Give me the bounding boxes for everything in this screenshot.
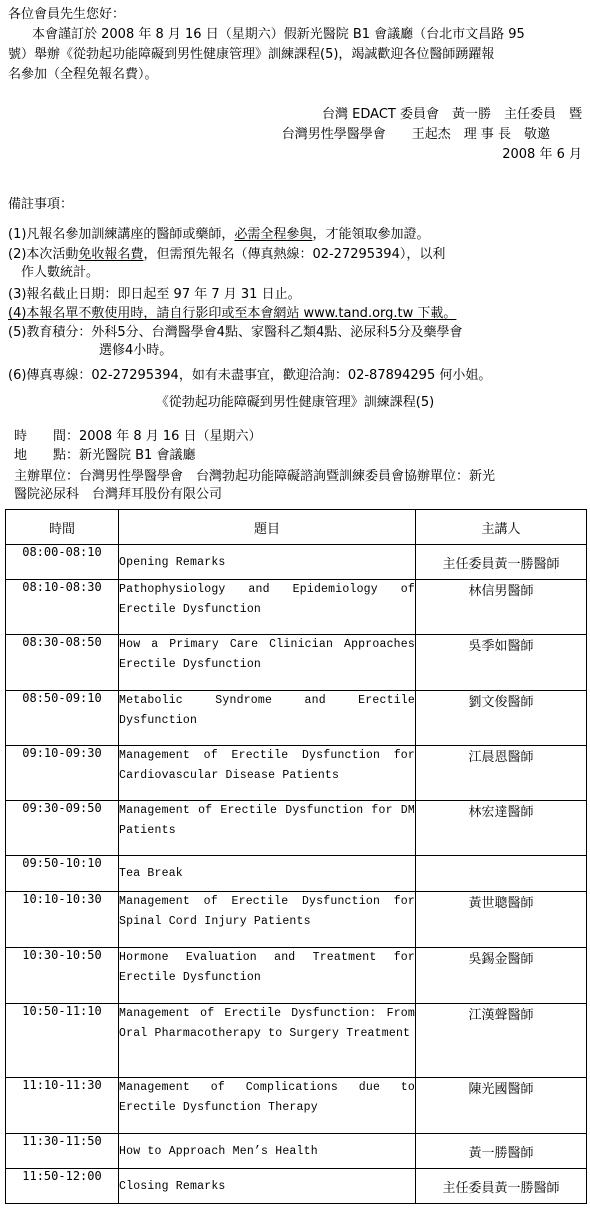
row-speaker: 江漢聲醫師 xyxy=(416,1004,587,1078)
row-time: 10:10-10:30 xyxy=(6,892,119,948)
row-time: 08:50-09:10 xyxy=(6,691,119,746)
row-speaker: 林信男醫師 xyxy=(416,580,587,635)
row-speaker: 吳錫金醫師 xyxy=(416,948,587,1004)
row-topic: Metabolic Syndrome and Erectile Dysfunction xyxy=(119,691,416,746)
column-header-speaker: 主講人 xyxy=(416,510,587,545)
table-row xyxy=(6,580,587,635)
row-speaker: 黃一勝醫師 xyxy=(416,1134,587,1169)
row-speaker: 劉文俊醫師 xyxy=(416,691,587,746)
row-time: 08:30-08:50 xyxy=(6,635,119,691)
table-row xyxy=(6,801,587,856)
row-topic: Hormone Evaluation and Treatment for Erectile Dysfunction xyxy=(119,948,416,1004)
notes-heading: 備註事項： xyxy=(8,197,74,212)
table-row xyxy=(6,691,587,746)
row-topic: Management of Erectile Dysfunction for Spinal Cord Injury Patients xyxy=(119,892,416,948)
row-topic: Tea Break xyxy=(119,856,416,892)
row-speaker: 主任委員黃一勝醫師 xyxy=(416,545,587,580)
table-row xyxy=(6,746,587,801)
letter-body-line: 名參加（全程免報名費）。 xyxy=(8,67,158,82)
row-time: 09:10-09:30 xyxy=(6,746,119,801)
row-speaker: 江晨恩醫師 xyxy=(416,746,587,801)
row-topic: Opening Remarks xyxy=(119,545,416,580)
row-time: 10:30-10:50 xyxy=(6,948,119,1004)
course-organizer: 主辦單位：台灣男性學醫學會 台灣勃起功能障礙諮詢暨訓練委員會協辦單位：新光 xyxy=(14,469,496,484)
row-topic: Management of Erectile Dysfunction for DM Patients xyxy=(119,801,416,856)
schedule-header-row xyxy=(6,510,587,545)
row-time: 11:50-12:00 xyxy=(6,1169,119,1204)
letter-body-line: 本會謹訂於 2008 年 8 月 16 日（星期六）假新光醫院 B1 會議廳（台北市文昌路 95 xyxy=(32,27,525,42)
table-row xyxy=(6,856,587,892)
table-row xyxy=(6,948,587,1004)
row-topic: How to Approach Men’s Health xyxy=(119,1134,416,1169)
note-item-continued: 作人數統計。 xyxy=(8,265,100,280)
table-row xyxy=(6,1078,587,1134)
row-speaker xyxy=(416,856,587,892)
note-item: (2)本次活動免收報名費，但需預先報名（傳真熱線：02-27295394），以利 xyxy=(8,247,446,262)
note-item: (4)本報名單不敷使用時，請自行影印或至本會網站 www.tand.org.tw 下載。 xyxy=(8,306,457,321)
row-time: 11:30-11:50 xyxy=(6,1134,119,1169)
row-time: 11:10-11:30 xyxy=(6,1078,119,1134)
course-organizer: 醫院泌尿科 台灣拜耳股份有限公司 xyxy=(14,487,223,502)
row-time: 09:30-09:50 xyxy=(6,801,119,856)
schedule-table xyxy=(5,509,587,1204)
row-speaker: 陳光國醫師 xyxy=(416,1078,587,1134)
row-speaker: 吳季如醫師 xyxy=(416,635,587,691)
row-time: 08:10-08:30 xyxy=(6,580,119,635)
course-place: 地 點：新光醫院 B1 會議廳 xyxy=(14,448,196,463)
column-header-time: 時間 xyxy=(6,510,119,545)
note-item: (5)教育積分：外科5分、台灣醫學會4點、家醫科乙類4點、泌尿科5分及藥學會 xyxy=(8,325,463,340)
row-topic: Management of Complications due to Erectile Dysfunction Therapy xyxy=(119,1078,416,1134)
table-row xyxy=(6,892,587,948)
row-time: 09:50-10:10 xyxy=(6,856,119,892)
note-item: (6)傳真專線：02-27295394，如有未盡事宜，歡迎洽詢：02-87894295 何小姐。 xyxy=(8,368,492,383)
course-title: 《從勃起功能障礙到男性健康管理》訓練課程(5) xyxy=(155,395,435,410)
note-item: (3)報名截止日期：即日起至 97 年 7 月 31 日止。 xyxy=(8,287,301,302)
column-header-topic: 題目 xyxy=(119,510,416,545)
signature-date: 2008 年 6 月 xyxy=(502,147,582,162)
row-speaker: 林宏達醫師 xyxy=(416,801,587,856)
letter-greeting: 各位會員先生您好： xyxy=(8,7,126,22)
note-item: (1)凡報名參加訓練講座的醫師或藥師，必需全程參與，才能領取參加證。 xyxy=(8,227,430,242)
table-row xyxy=(6,1169,587,1204)
table-row xyxy=(6,1134,587,1169)
course-time: 時 間：2008 年 8 月 16 日（星期六） xyxy=(14,429,262,444)
row-topic: Management of Erectile Dysfunction: From Oral Pharmacotherapy to Surgery Treatment xyxy=(119,1004,416,1078)
table-row xyxy=(6,545,587,580)
row-time: 08:00-08:10 xyxy=(6,545,119,580)
note-item-continued: 選修4小時。 xyxy=(8,343,173,358)
signature-line: 台灣 EDACT 委員會 黃一勝 主任委員 暨 xyxy=(322,107,582,122)
row-topic: Closing Remarks xyxy=(119,1169,416,1204)
row-speaker: 主任委員黃一勝醫師 xyxy=(416,1169,587,1204)
row-topic: Management of Erectile Dysfunction for Cardiovascular Disease Patients xyxy=(119,746,416,801)
row-time: 10:50-11:10 xyxy=(6,1004,119,1078)
table-row xyxy=(6,635,587,691)
letter-body-line: 號）舉辦《從勃起功能障礙到男性健康管理》訓練課程(5)，竭誠歡迎各位醫師踴躍報 xyxy=(8,47,495,62)
row-speaker: 黃世聰醫師 xyxy=(416,892,587,948)
signature-line: 台灣男性學醫學會 王起杰 理 事 長 敬邀 xyxy=(281,127,550,142)
row-topic: How a Primary Care Clinician Approaches Erectile Dysfunction xyxy=(119,635,416,691)
table-row xyxy=(6,1004,587,1078)
row-topic: Pathophysiology and Epidemiology of Erectile Dysfunction xyxy=(119,580,416,635)
